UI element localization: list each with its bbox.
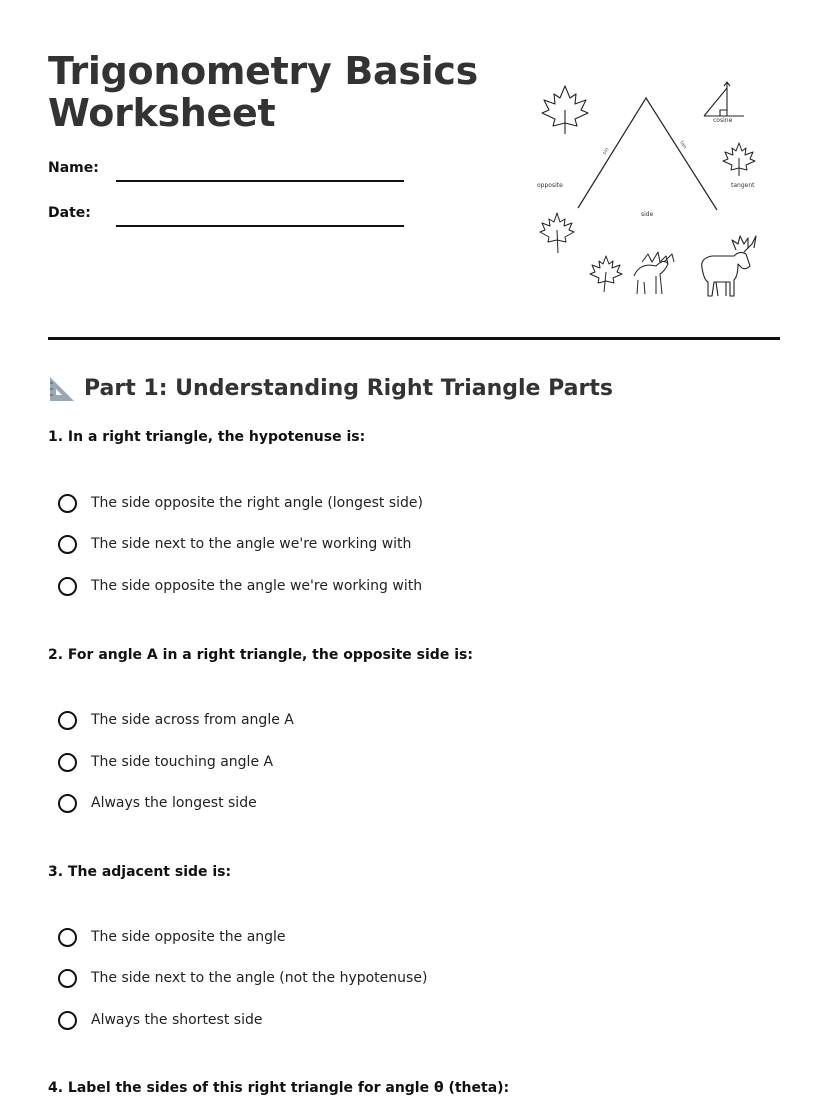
radio-button[interactable]	[58, 1011, 77, 1030]
q1-option-3[interactable]	[58, 574, 422, 598]
option-label: The side across from angle A	[91, 712, 294, 728]
q3-option-3[interactable]	[58, 1008, 262, 1032]
question-4-text: 4. Label the sides of this right triangle for angle θ (theta):	[48, 1080, 510, 1096]
date-label: Date:	[48, 205, 91, 221]
header-divider	[48, 337, 780, 340]
side-label: side	[641, 211, 654, 218]
radio-button[interactable]	[58, 494, 77, 513]
question-1-text: 1. In a right triangle, the hypotenuse is:	[48, 429, 366, 445]
maple-leaf-icon	[542, 86, 588, 134]
part1-heading-text: Part 1: Understanding Right Triangle Parts	[84, 376, 613, 401]
q1-option-2[interactable]	[58, 532, 411, 556]
option-label: The side opposite the angle we're working with	[91, 578, 423, 594]
option-label: The side opposite the right angle (longest side)	[91, 495, 423, 511]
radio-button[interactable]	[58, 711, 77, 730]
radio-button[interactable]	[58, 535, 77, 554]
q2-option-2[interactable]	[58, 750, 273, 774]
q1-option-1[interactable]	[58, 491, 423, 515]
maple-leaf-icon	[540, 213, 574, 253]
option-label: The side touching angle A	[91, 754, 274, 770]
title-line-2: Worksheet	[48, 91, 276, 135]
radio-button[interactable]	[58, 794, 77, 813]
option-label: The side next to the angle we're working with	[91, 536, 412, 552]
triangle-illustration	[530, 78, 762, 306]
question-3-text: 3. The adjacent side is:	[48, 864, 232, 880]
radio-button[interactable]	[58, 577, 77, 596]
option-label: The side next to the angle (not the hypotenuse)	[91, 970, 428, 986]
tangent-label: tangent	[731, 182, 755, 189]
moose-icon	[634, 252, 674, 294]
triangular-ruler-icon	[48, 375, 76, 403]
worksheet-title	[48, 50, 478, 134]
name-field-line[interactable]	[116, 180, 404, 182]
title-line-1: Trigonometry Basics	[48, 49, 478, 93]
date-field-line[interactable]	[116, 225, 404, 227]
radio-button[interactable]	[58, 753, 77, 772]
option-label: Always the shortest side	[91, 1012, 263, 1028]
opposite-label: opposite	[537, 182, 563, 189]
q2-option-1[interactable]	[58, 708, 294, 732]
maple-leaf-icon	[590, 256, 622, 292]
radio-button[interactable]	[58, 969, 77, 988]
q3-option-1[interactable]	[58, 925, 286, 949]
name-label: Name:	[48, 160, 99, 176]
triangle-shape	[578, 98, 717, 210]
q2-option-3[interactable]	[58, 791, 257, 815]
option-label: Always the longest side	[91, 795, 257, 811]
right-side-label: tan	[678, 139, 688, 151]
left-side-label: sin	[601, 146, 611, 157]
maple-leaf-icon	[723, 143, 755, 176]
question-2-text: 2. For angle A in a right triangle, the opposite side is:	[48, 647, 473, 663]
option-label: The side opposite the angle	[91, 929, 286, 945]
part1-heading	[48, 373, 613, 405]
right-angle-icon	[704, 82, 744, 116]
radio-button[interactable]	[58, 928, 77, 947]
q3-option-2[interactable]	[58, 966, 427, 990]
cosine-label: cosine	[713, 117, 733, 124]
moose-icon	[702, 236, 756, 296]
